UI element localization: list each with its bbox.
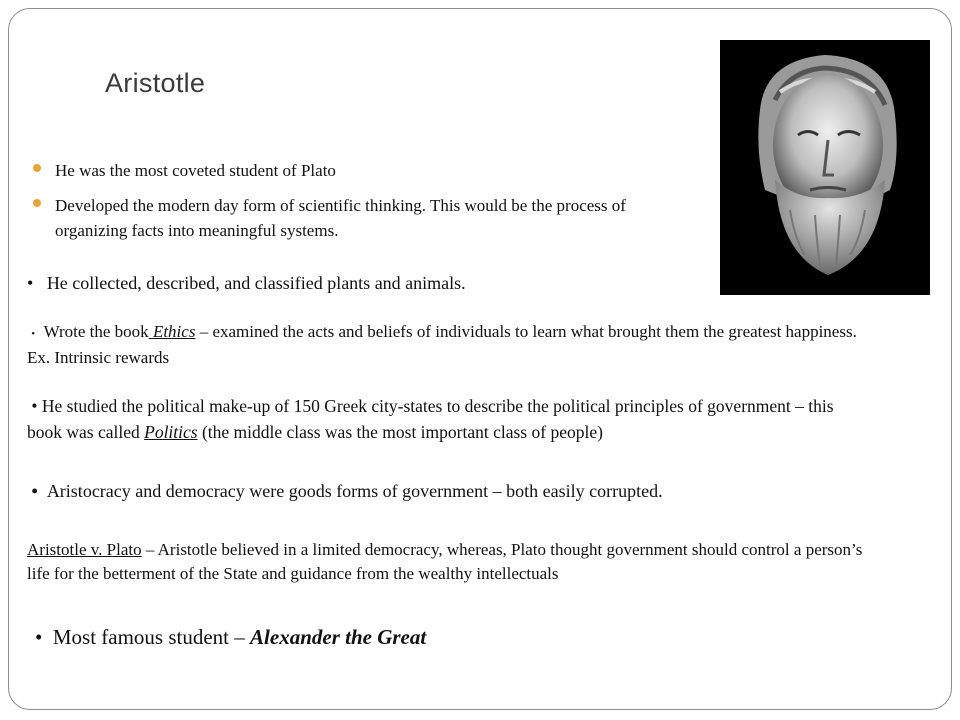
bullet-marker: • [31, 396, 38, 416]
ethics-intro: Wrote the book [43, 322, 149, 341]
bust-illustration-icon [720, 40, 930, 295]
bullet-icon [33, 164, 41, 172]
aristocracy-text: Aristocracy and democracy were goods forms of government – both easily corrupted. [46, 481, 663, 501]
comparison-paragraph [27, 538, 867, 586]
politics-bullet [27, 393, 872, 445]
slide-title: Aristotle [105, 68, 206, 98]
bullet-marker: • [35, 625, 43, 649]
bullet-marker: • [27, 273, 34, 293]
collected-bullet [27, 272, 466, 295]
ethics-description: – examined the acts and beliefs of individuals to learn what brought them the greatest happiness. Ex. Intrinsic rewards [27, 322, 857, 367]
bullet-marker: • [31, 328, 36, 340]
politics-description: (the middle class was the most important class of people) [197, 422, 603, 442]
politics-book-title: Politics [144, 422, 198, 442]
comparison-heading: Aristotle v. Plato [27, 540, 142, 559]
bullet-marker: • [31, 481, 38, 501]
list-item: Developed the modern day form of scientific thinking. This would be the process of organizing facts into meaningful systems. [33, 193, 693, 243]
bullet-icon [33, 199, 41, 207]
comparison-text: – Aristotle believed in a limited democracy, whereas, Plato thought government should control a person’s life for the betterment of the State and guidance from the wealthy intellectuals [27, 540, 863, 583]
famous-name: Alexander the Great [250, 625, 427, 649]
ethics-bullet [27, 320, 877, 369]
politics-intro: He studied the political make-up of 150 Greek city-states to describe the political principles of government – this book was called [27, 396, 834, 442]
famous-student-bullet [35, 625, 426, 650]
ethics-book-title: Ethics [148, 322, 196, 341]
list-item: He was the most coveted student of Plato [33, 158, 693, 183]
aristotle-portrait-icon [720, 40, 930, 295]
collected-text: He collected, described, and classified plants and animals. [46, 273, 466, 293]
famous-label: Most famous student – [52, 625, 251, 649]
aristocracy-bullet [27, 480, 663, 503]
